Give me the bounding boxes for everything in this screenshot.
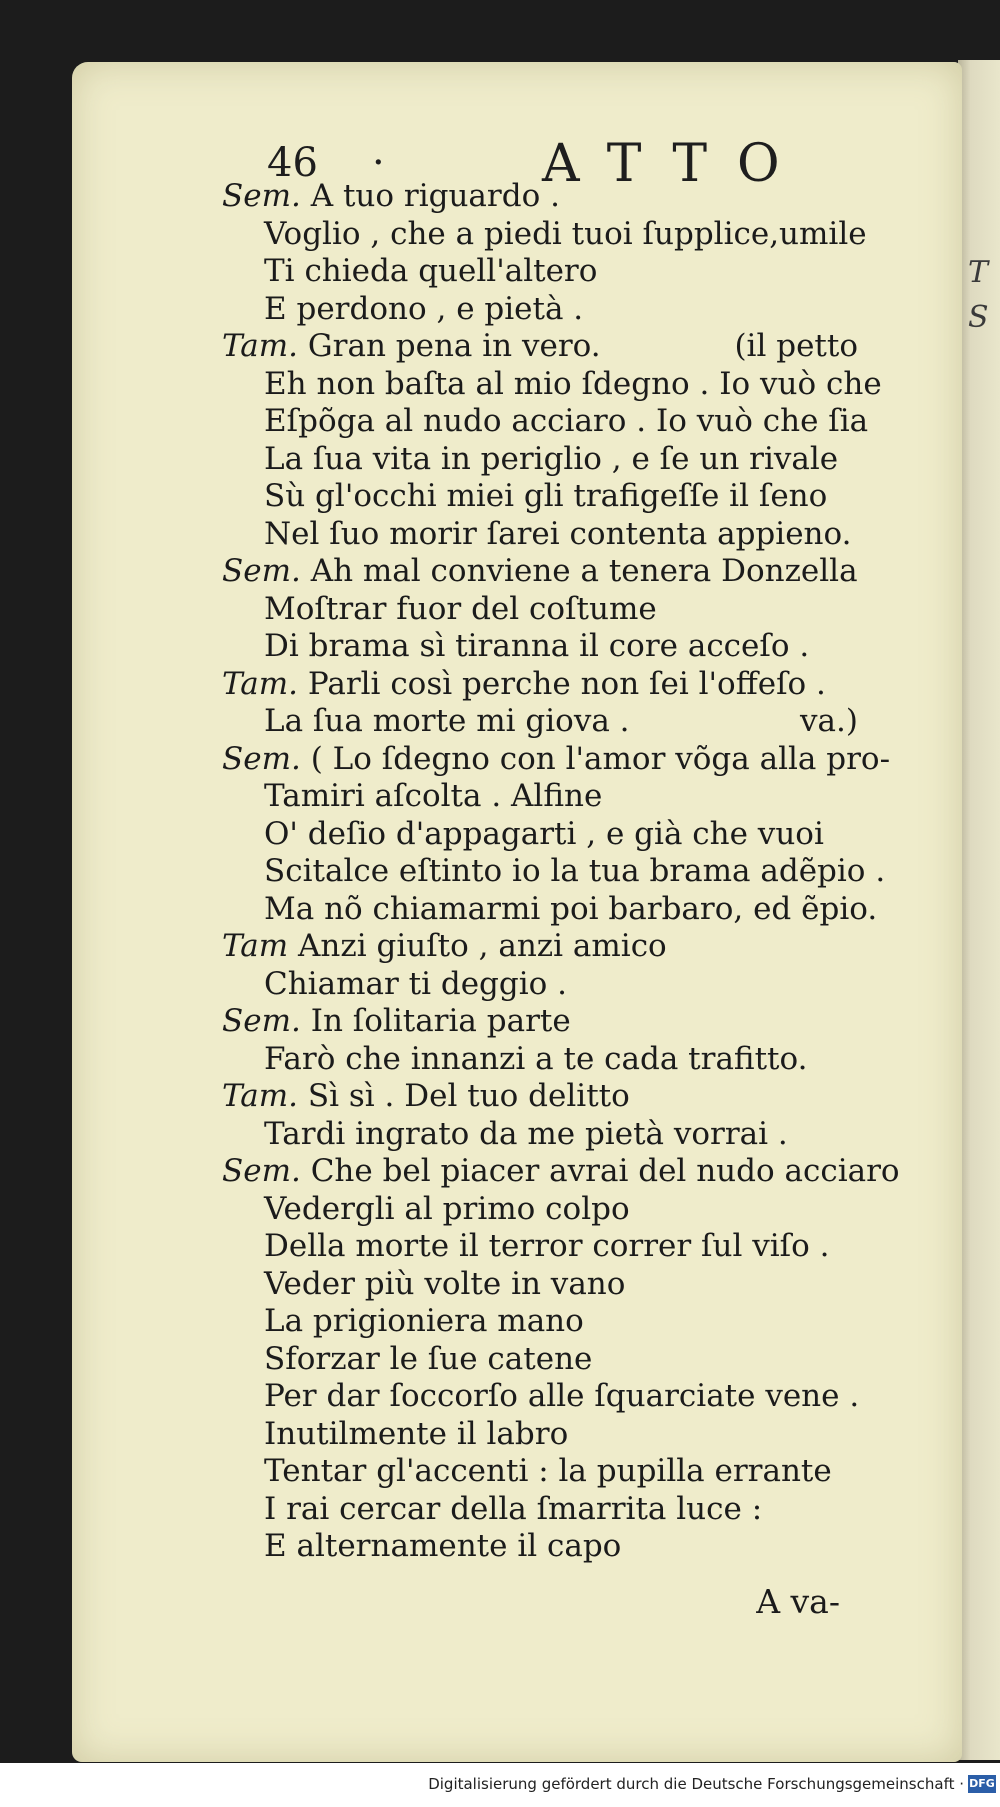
verse-turnover: (il petto <box>734 328 858 364</box>
text-line <box>0 1341 1000 1379</box>
text-line <box>0 1378 1000 1416</box>
verse-text: In ſolitaria parte <box>310 1003 571 1039</box>
speaker-label: Tam. <box>222 1078 299 1114</box>
page-number: 46 <box>267 140 318 186</box>
verse-text: Sforzar le ſue catene <box>264 1340 593 1377</box>
speaker-label: Sem. <box>222 1003 301 1039</box>
verse-text: Farò che innanzi a te cada trafitto. <box>264 1040 808 1077</box>
verse-text: Tardi ingrato da me pietà vorrai . <box>264 1115 788 1152</box>
catchword: A va- <box>756 1581 840 1621</box>
text-line <box>0 328 1000 366</box>
verse-text: Parli così perche non ſei l'offeſo . <box>307 665 826 702</box>
verse-text: Sì sì . Del tuo delitto <box>307 1078 630 1114</box>
verse-text: Voglio , che a piedi tuoi ſupplice,umile <box>264 215 867 252</box>
text-line <box>0 928 1000 966</box>
verse-text: Che bel piacer avrai del nudo acciaro <box>310 1153 900 1189</box>
verse-text: Scitalce eſtinto io la tua brama adẽpio . <box>264 853 886 889</box>
verse-text: Gran pena in vero. <box>307 328 601 364</box>
verse-text: La prigioniera mano <box>264 1303 584 1339</box>
text-line <box>0 1303 1000 1341</box>
verse-text: Vedergli al primo colpo <box>264 1190 630 1227</box>
verse-text: Sù gl'occhi miei gli trafigeſſe il ſeno <box>264 478 828 514</box>
verse-text: A tuo riguardo . <box>310 178 560 214</box>
text-line <box>0 1041 1000 1079</box>
verse-text: Eh non baſta al mio ſdegno . Io vuò che <box>264 365 882 402</box>
speaker-label: Tam. <box>222 328 299 364</box>
digitization-footer <box>0 1763 1000 1807</box>
verse-text: La ſua morte mi giova . <box>264 703 630 739</box>
text-line <box>0 1528 1000 1566</box>
verse-text: ( Lo ſdegno con l'amor võga alla pro- <box>310 740 891 777</box>
text-line <box>0 703 1000 741</box>
text-line <box>0 1003 1000 1041</box>
play-text <box>0 178 1000 1632</box>
text-line <box>0 291 1000 329</box>
running-title: ATTO <box>542 134 810 194</box>
text-line <box>0 403 1000 441</box>
text-line <box>0 441 1000 479</box>
text-line <box>0 778 1000 816</box>
text-line <box>0 666 1000 704</box>
text-line <box>0 253 1000 291</box>
text-line <box>0 628 1000 666</box>
text-line <box>0 366 1000 404</box>
dfg-logo: DFG <box>968 1775 996 1793</box>
text-line <box>0 478 1000 516</box>
footer-credit: Digitalisierung gefördert durch die Deutsche Forschungsgemeinschaft · <box>428 1775 964 1793</box>
verse-text: Anzi giuſto , anzi amico <box>298 928 667 964</box>
verse-text: Ah mal conviene a tenera Donzella <box>310 553 858 589</box>
verse-text: Di brama sì tiranna il core acceſo . <box>264 628 810 664</box>
text-line <box>0 1453 1000 1491</box>
text-line <box>0 591 1000 629</box>
text-line <box>0 216 1000 254</box>
adjacent-page-letter: T <box>968 255 989 290</box>
text-line <box>0 1153 1000 1191</box>
speaker-label: Sem. <box>222 178 301 214</box>
text-line <box>0 1078 1000 1116</box>
verse-text: Ma nõ chiamarmi poi barbaro, ed ẽpio. <box>264 890 878 927</box>
text-line <box>0 1266 1000 1304</box>
speaker-label: Sem. <box>222 740 301 777</box>
verse-text: Tentar gl'accenti : la pupilla errante <box>264 1453 832 1489</box>
text-line <box>0 891 1000 929</box>
verse-text: Eſpõga al nudo acciaro . Io vuò che ſia <box>264 403 869 439</box>
verse-text: Della morte il terror correr ſul viſo . <box>264 1228 830 1264</box>
text-line <box>0 966 1000 1004</box>
verse-text: Inutilmente il labro <box>264 1415 569 1452</box>
speaker-label: Sem. <box>222 553 301 589</box>
text-line <box>0 741 1000 779</box>
text-line <box>0 816 1000 854</box>
adjacent-page-letter: S <box>968 300 989 335</box>
header-dot: · <box>372 140 385 186</box>
verse-text: Tamiri aſcolta . Alfine <box>264 778 603 814</box>
text-line <box>0 1228 1000 1266</box>
verse-text: Veder più volte in vano <box>264 1265 626 1302</box>
verse-text: Nel ſuo morir ſarei contenta appieno. <box>264 515 852 552</box>
stage-direction: va.) <box>800 703 858 739</box>
verse-text: Chiamar ti deggio . <box>264 965 568 1002</box>
verse-text: Per dar ſoccorſo alle ſquarciate vene . <box>264 1378 860 1414</box>
text-line <box>0 1416 1000 1454</box>
speaker-label: Sem. <box>222 1153 301 1189</box>
speaker-label: Tam. <box>222 665 299 702</box>
text-line <box>0 178 1000 216</box>
text-line <box>0 516 1000 554</box>
verse-text: La ſua vita in periglio , e ſe un rivale <box>264 440 839 477</box>
text-line <box>0 1191 1000 1229</box>
verse-text: Ti chieda quell'altero <box>264 253 598 289</box>
verse-text: E perdono , e pietà . <box>264 290 584 327</box>
text-line <box>0 1491 1000 1529</box>
verse-text: E alternamente il capo <box>264 1528 622 1564</box>
verse-text: Moſtrar fuor del coſtume <box>264 590 657 627</box>
text-line <box>0 1116 1000 1154</box>
text-line <box>0 853 1000 891</box>
verse-text: O' deſio d'appagarti , e già che vuoi <box>264 815 824 852</box>
verse-text: I rai cercar della ſmarrita luce : <box>264 1490 763 1527</box>
speaker-label: Tam <box>222 928 289 964</box>
text-line <box>0 553 1000 591</box>
